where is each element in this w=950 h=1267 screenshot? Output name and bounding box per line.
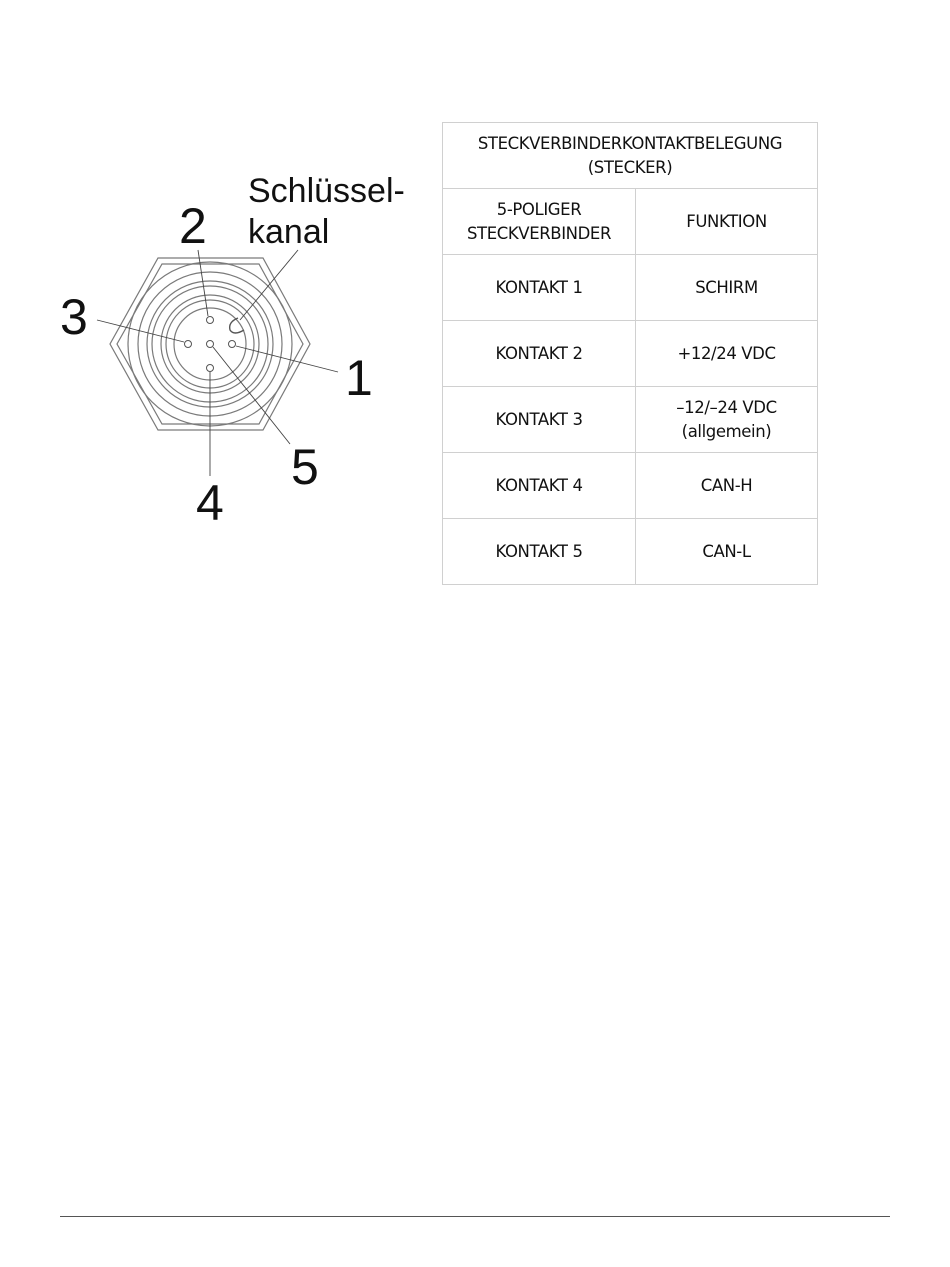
pin-assignment-table — [442, 122, 818, 585]
contact-cell: KONTAKT 1 — [443, 255, 636, 321]
key-channel-label-line2: kanal — [248, 213, 330, 251]
table-title-row — [443, 123, 818, 189]
pin-label-5: 5 — [291, 439, 319, 495]
contact-cell: KONTAKT 3 — [443, 387, 636, 453]
footer-divider — [60, 1216, 890, 1217]
pin-label-1: 1 — [345, 350, 373, 406]
function-cell: CAN-L — [636, 519, 818, 585]
pin-label-2: 2 — [179, 198, 207, 254]
function-cell: CAN-H — [636, 453, 818, 519]
function-cell: SCHIRM — [636, 255, 818, 321]
pins — [185, 317, 236, 372]
table-row — [443, 453, 818, 519]
key-channel-label-line1: Schlüssel- — [248, 172, 405, 210]
pin-5 — [207, 341, 214, 348]
connector-pinout-diagram — [0, 0, 430, 540]
pin-1 — [229, 341, 236, 348]
pin-3 — [185, 341, 192, 348]
pin-label-3: 3 — [60, 289, 88, 345]
pin-2 — [207, 317, 214, 324]
table-header-row — [443, 189, 818, 255]
table-title-line2: (STECKER) — [587, 157, 673, 177]
table-row — [443, 321, 818, 387]
function-cell: –12/–24 VDC (allgemein) — [636, 387, 818, 453]
pin-label-4: 4 — [196, 475, 224, 531]
leader-line-pin-2 — [198, 250, 208, 316]
table-row — [443, 387, 818, 453]
table-title-line1: STECKVERBINDERKONTAKTBELEGUNG — [477, 133, 783, 153]
table-row — [443, 255, 818, 321]
contact-cell: KONTAKT 4 — [443, 453, 636, 519]
pin-4 — [207, 365, 214, 372]
table-title — [443, 123, 818, 189]
function-cell: +12/24 VDC — [636, 321, 818, 387]
header-connector: 5-POLIGER STECKVERBINDER — [443, 189, 636, 255]
header-function: FUNKTION — [636, 189, 818, 255]
contact-cell: KONTAKT 2 — [443, 321, 636, 387]
contact-cell: KONTAKT 5 — [443, 519, 636, 585]
leader-line-key-channel — [240, 250, 298, 320]
table-row — [443, 519, 818, 585]
